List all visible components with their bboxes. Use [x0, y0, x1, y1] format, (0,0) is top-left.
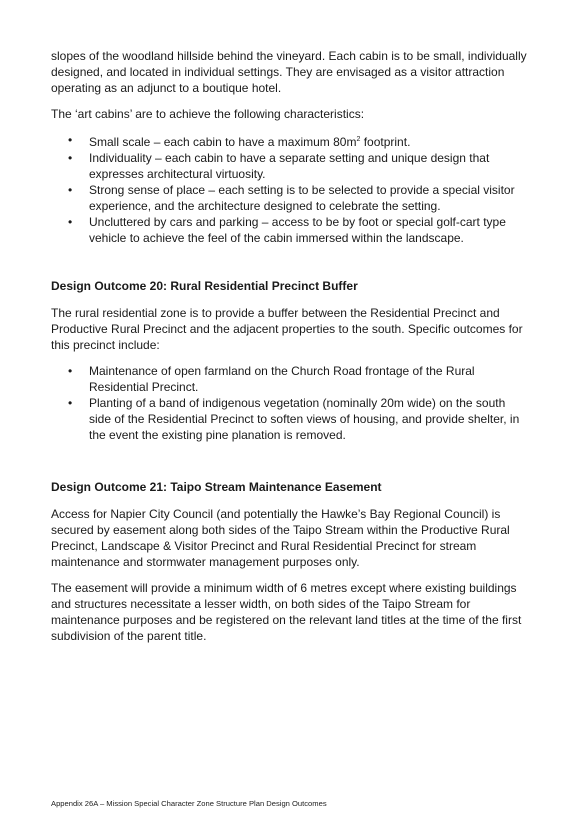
bullet-glyph: •: [68, 364, 73, 378]
section-heading-outcome-20: Design Outcome 20: Rural Residential Precinct Buffer: [51, 279, 358, 293]
outcome-21-paragraph-1: Access for Napier City Council (and potentially the Hawke’s Bay Regional Council) is secured by easement along both sides of the Taipo Stream within the Productive Rural Precinct, Landscape & Visitor Precinct and Rural Residential Precinct for stream maintenance and stormwater management purposes only.: [51, 507, 510, 569]
bullet-glyph: •: [68, 151, 73, 165]
list-item: [51, 182, 529, 214]
art-cabins-list: [51, 132, 529, 246]
page-footer: Appendix 26A – Mission Special Character Zone Structure Plan Design Outcomes: [51, 799, 327, 808]
outcome-21-paragraph-2: The easement will provide a minimum width of 6 metres except where existing buildings and structures necessitate a lesser width, on both sides of the Taipo Stream for maintenance purposes and be registered on the relevant land titles at the time of the first subdivision of the parent title.: [51, 581, 522, 643]
list-item-text: Strong sense of place – each setting is to be selected to provide a special visitor experience, and the architecture designed to celebrate the setting.: [89, 183, 515, 213]
list-item-text: Uncluttered by cars and parking – access to be by foot or special golf-cart type vehicle to achieve the feel of the cabin immersed within the landscape.: [89, 215, 506, 245]
bullet-glyph: •: [68, 215, 73, 229]
outcome-20-paragraph: The rural residential zone is to provide a buffer between the Residential Precinct and Productive Rural Precinct and the adjacent properties to the south. Specific outcomes for this precinct include:: [51, 306, 523, 352]
section-heading-outcome-21: Design Outcome 21: Taipo Stream Maintenance Easement: [51, 480, 382, 494]
list-item: [51, 214, 529, 246]
list-item: [51, 395, 529, 443]
list-item-text-tail: footprint.: [360, 135, 411, 149]
list-item-text: Planting of a band of indigenous vegetation (nominally 20m wide) on the south side of the Residential Precinct to soften views of housing, and provide shelter, in the event the existing pine planation is removed.: [89, 396, 520, 442]
list-item-text: Small scale – each cabin to have a maximum 80m: [89, 135, 357, 149]
document-body: [51, 48, 529, 654]
list-item: [51, 150, 529, 182]
list-item-text: Maintenance of open farmland on the Church Road frontage of the Rural Residential Precinct.: [89, 364, 475, 394]
intro-paragraph: slopes of the woodland hillside behind the vineyard. Each cabin is to be small, individually designed, and located in individual settings. They are envisaged as a visitor attraction operating as an adjunct to a boutique hotel.: [51, 49, 527, 95]
outcome-20-list: [51, 363, 529, 443]
bullet-glyph: •: [68, 396, 73, 410]
list-item: [51, 132, 529, 150]
superscript: 2: [356, 136, 361, 143]
art-cabins-lead: The ‘art cabins’ are to achieve the following characteristics:: [51, 107, 365, 121]
bullet-glyph: •: [68, 133, 73, 147]
list-item: [51, 363, 529, 395]
list-item-text: Individuality – each cabin to have a separate setting and unique design that expresses architectural virtuosity.: [89, 151, 490, 181]
bullet-glyph: •: [68, 183, 73, 197]
